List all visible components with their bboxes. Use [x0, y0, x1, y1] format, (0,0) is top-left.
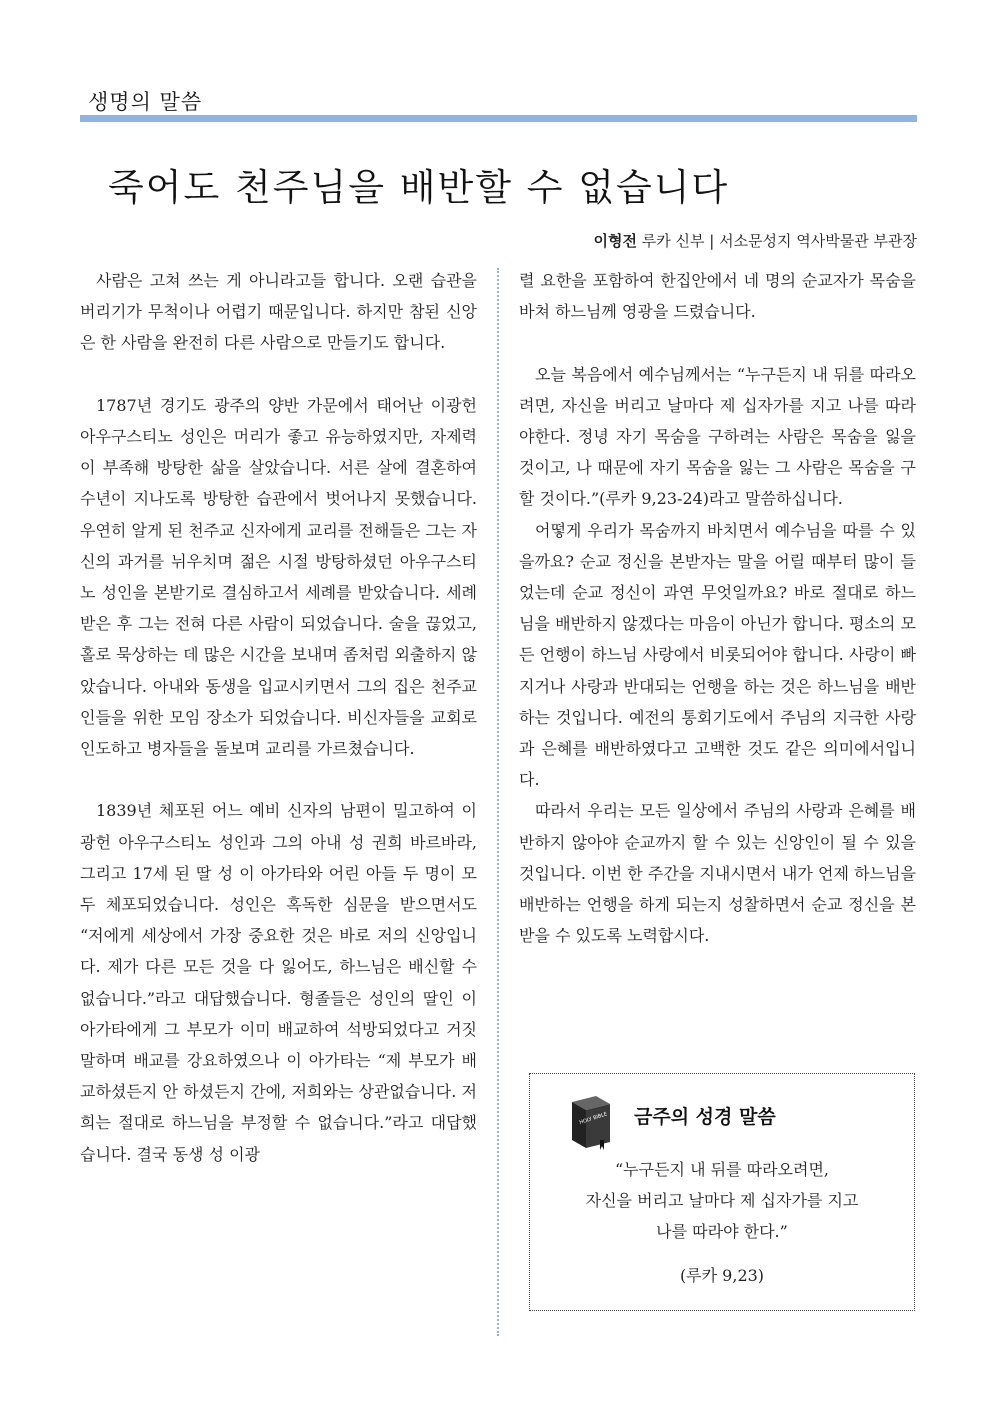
verse-heading: 금주의 성경 말씀: [634, 1106, 776, 1128]
verse-line: “누구든지 내 뒤를 따라오려면,: [615, 1160, 829, 1179]
paragraph: 1839년 체포된 어느 예비 신자의 남편이 밀고하여 이광헌 아우구스티노 성인과 그의 아내 성 권희 바르바라, 그리고 17세 된 딸 성 이 아가타와 어린 아들 두 명이 모두 체포되었습니다. 성인은 혹독한 심문을 받으면서도 “저에게 세상에서 가장 중요한 것은 바로 저의 신앙입니다. 제가 다른 모든 것을 다 잃어도, 하느님은 배신할 수 없습니다.”라고 대답했습니다. 형졸들은 성인의 딸인 이 아가타에게 그 부모가 이미 배교하여 석방되었다고 거짓말하며 배교를 강요하였으나 이 아가타는 “제 부모가 배교하셨든지 안 하셨든지 간에, 저희와는 상관없습니다. 저희는 절대로 하느님을 부정할 수 없습니다.”라고 대답했습니다. 결국 동생 성 이광: [80, 801, 477, 1164]
bible-icon: [566, 1094, 614, 1154]
column-divider: [497, 268, 499, 1336]
verse-reference: (루카 9,23): [679, 1266, 765, 1285]
verse-text: [530, 1154, 914, 1247]
header-rule: [80, 115, 917, 122]
left-column: [80, 265, 477, 1170]
article-title: 죽어도 천주님을 배반할 수 없습니다: [108, 166, 730, 209]
bible-icon-text: HOLY BIBLE: [578, 1111, 608, 1126]
byline: [594, 230, 918, 251]
paragraph: 렬 요한을 포함하여 한집안에서 네 명의 순교자가 목숨을 바쳐 하느님께 영광을 드렸습니다.: [519, 271, 916, 322]
section-label: 생명의 말씀: [88, 90, 203, 114]
paragraph: 따라서 우리는 모든 일상에서 주님의 사랑과 은혜를 배반하지 않아야 순교까지 할 수 있는 신앙인이 될 수 있을 것입니다. 이번 한 주간을 지내시면서 내가 언제 하느님을 배반하는 언행을 하게 되는지 성찰하면서 순교 정신을 본받을 수 있도록 노력합시다.: [519, 801, 916, 946]
verse-box: [529, 1073, 915, 1311]
paragraph: 1787년 경기도 광주의 양반 가문에서 태어난 이광헌 아우구스티노 성인은 머리가 좋고 유능하였지만, 자제력이 부족해 방탕한 삶을 살았습니다. 서른 살에 결혼하여 수년이 지나도록 방탕한 습관에서 벗어나지 못했습니다. 우연히 알게 된 천주교 신자에게 교리를 전해들은 그는 자신의 과거를 뉘우치며 젊은 시절 방탕하셨던 아우구스티노 성인을 본받기로 결심하고서 세례를 받았습니다. 세례 받은 후 그는 전혀 다른 사람이 되었습니다. 술을 끊었고, 홀로 묵상하는 데 많은 시간을 보내며 좀처럼 외출하지 않았습니다. 아내와 동생을 입교시키면서 그의 집은 천주교인들을 위한 모임 장소가 되었습니다. 비신자들을 교회로 인도하고 병자들을 돌보며 교리를 가르쳤습니다.: [80, 395, 477, 759]
paragraph: 오늘 복음에서 예수님께서는 “누구든지 내 뒤를 따라오려면, 자신을 버리고 날마다 제 십자가를 지고 나를 따라야한다. 정녕 자기 목숨을 구하려는 사람은 목숨을 잃을 것이고, 나 때문에 자기 목숨을 잃는 그 사람은 목숨을 구할 것이다.”(루카 9,23-24)라고 말씀하십니다.: [519, 364, 916, 509]
right-column: [519, 265, 916, 951]
verse-line: 자신을 버리고 날마다 제 십자가를 지고: [585, 1191, 859, 1210]
author-name: 이형전: [593, 232, 637, 250]
verse-line: 나를 따라야 한다.”: [656, 1222, 788, 1241]
paragraph: 사람은 고쳐 쓰는 게 아니라고들 합니다. 오랜 습관을 버리기가 무척이나 어렵기 때문입니다. 하지만 참된 신앙은 한 사람을 완전히 다른 사람으로 만들기도 합니다.: [80, 271, 477, 353]
paragraph: 어떻게 우리가 목숨까지 바치면서 예수님을 따를 수 있을까요? 순교 정신을 본받자는 말을 어릴 때부터 많이 들었는데 순교 정신이 과연 무엇일까요? 바로 절대로 하느님을 배반하지 않겠다는 마음이 아닌가 합니다. 평소의 모든 언행이 하느님 사랑에서 비롯되어야 합니다. 사랑이 빠지거나 사랑과 반대되는 언행을 하는 것은 하느님을 배반하는 것입니다. 예전의 통회기도에서 주님의 지극한 사랑과 은혜를 배반하였다고 고백한 것도 같은 의미에서입니다.: [519, 520, 916, 790]
author-role: 루카 신부 | 서소문성지 역사박물관 부관장: [641, 232, 917, 250]
